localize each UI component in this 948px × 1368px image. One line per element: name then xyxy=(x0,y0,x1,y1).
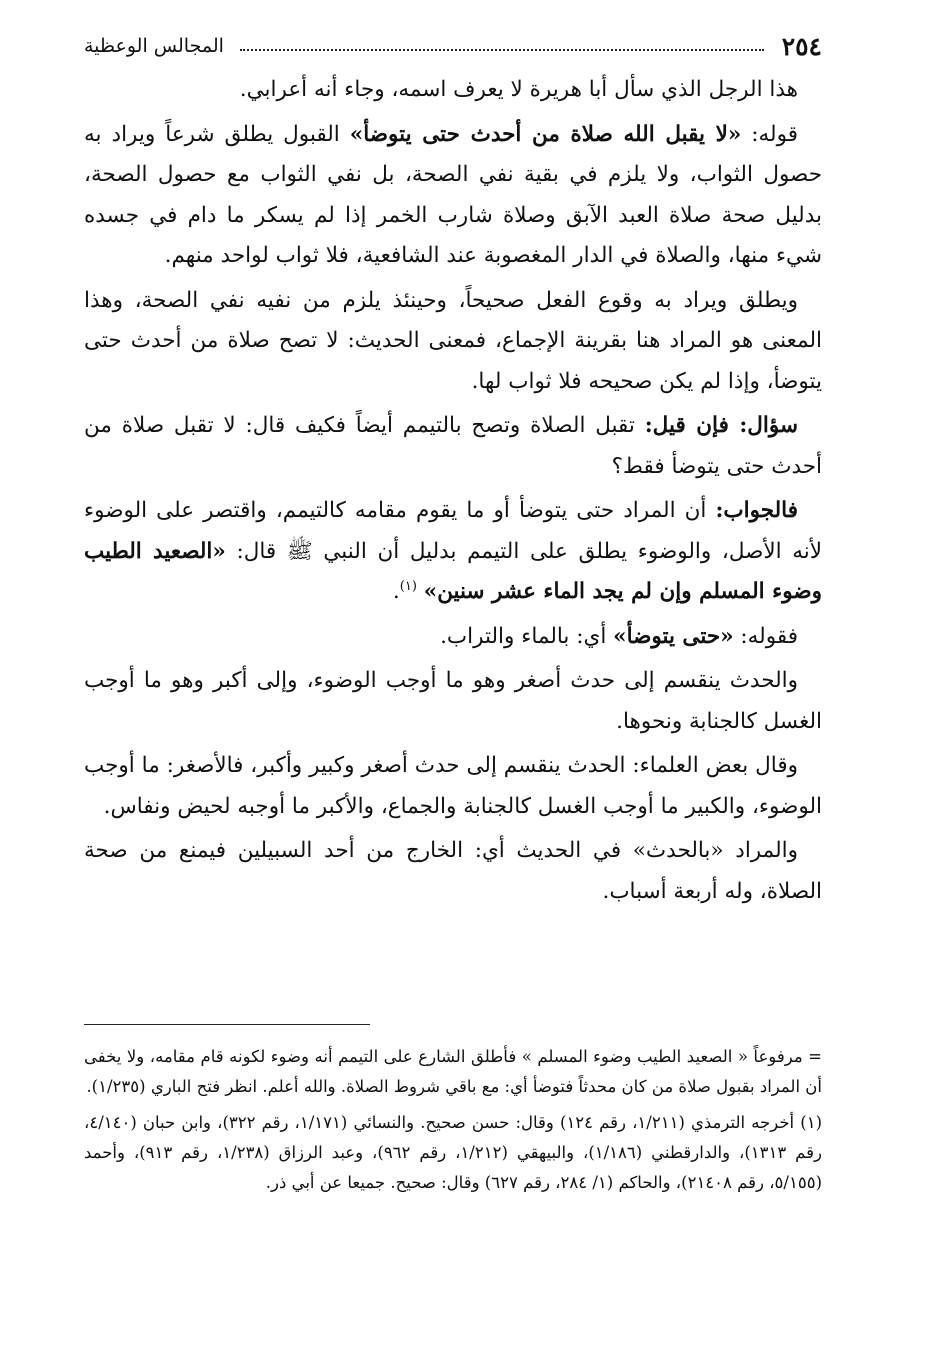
page-number: ٢٥٤ xyxy=(781,31,822,61)
paragraph-text: القبول يطلق شرعاً ويراد به حصول الثواب، ولا يلزم في بقية نفي الصحة، بل نفي الثواب مع حصول الصحة، بدليل صحة صلاة العبد الآبق وصلاة شارب الخمر إذا لم يسكر ما دام في جسده شيء منها، والصلاة في الدار المغصوبة عند الشافعية، فلا ثواب لواحد منهم. xyxy=(84,121,822,268)
paragraph xyxy=(84,491,822,613)
paragraph-text: أي: بالماء والتراب. xyxy=(440,623,614,649)
paragraph-text: تقبل الصلاة وتصح بالتيمم أيضاً فكيف قال: لا تقبل صلاة من أحدث حتى يتوضأ فقط؟ xyxy=(84,413,822,479)
footnote-continuation: = مرفوعاً « الصعيد الطيب وضوء المسلم » فأطلق الشارع على التيمم أنه وضوء لكونه قام مقامه، ولا يخفى أن المراد بقبول صلاة من كان محدثاً فتوضأ أي: مع باقي شروط الصلاة. والله أعلم. انظر فتح الباري (١/٢٣٥). xyxy=(84,1047,822,1096)
paragraph-lead: فقوله: xyxy=(733,623,798,649)
footnote-marker[interactable]: (١) xyxy=(399,578,417,594)
book-page xyxy=(84,28,822,1348)
header-dotted-rule xyxy=(240,49,764,51)
paragraph xyxy=(84,70,822,111)
hadith-quote: «لا يقبل الله صلاة من أحدث حتى يتوضأ» xyxy=(349,121,742,147)
paragraph-lead: قوله: xyxy=(741,121,798,147)
footnotes xyxy=(84,1042,822,1204)
paragraph-end: . xyxy=(392,579,400,604)
paragraph-text: ويطلق ويراد به وقوع الفعل صحيحاً، وحينئذ يلزم من نفيه نفي الصحة، وهذا المعنى هو المراد هنا بقرينة الإجماع، فمعنى الحديث: لا تصح صلاة من أحدث حتى يتوضأ، وإذا لم يكن صحيحه فلا ثواب لها. xyxy=(84,287,822,394)
paragraph-text: والمراد «بالحدث» في الحديث أي: الخارج من أحد السبيلين فيمنع من صحة الصلاة، وله أربعة أسباب. xyxy=(84,838,822,904)
page-header xyxy=(84,28,822,64)
question-label: سؤال: فإن قيل: xyxy=(644,413,798,438)
paragraph-text: هذا الرجل الذي سأل أبا هريرة لا يعرف اسمه، وجاء أنه أعرابي. xyxy=(239,77,798,102)
paragraph xyxy=(84,115,822,277)
hadith-quote: «الصعيد الطيب وضوء المسلم وإن لم يجد الماء عشر سنين» xyxy=(84,538,822,604)
paragraph-text: أن المراد حتى يتوضأ أو ما يقوم مقامه كالتيمم، واقتصر على الوضوء لأنه الأصل، والوضوء يطلق على التيمم بدليل أن النبي ﷺ قال: xyxy=(84,498,822,564)
footnote-separator xyxy=(84,1024,370,1025)
paragraph xyxy=(84,617,822,658)
paragraph xyxy=(84,661,822,742)
hadith-quote: «حتى يتوضأ» xyxy=(613,623,734,649)
running-title: المجالس الوعظية xyxy=(84,35,224,57)
paragraph xyxy=(84,831,822,912)
paragraph xyxy=(84,746,822,827)
paragraph xyxy=(84,406,822,487)
paragraph-text: والحدث ينقسم إلى حدث أصغر وهو ما أوجب الوضوء، وإلى أكبر وهو ما أوجب الغسل كالجنابة ونحوها. xyxy=(84,668,822,734)
paragraph-text: وقال بعض العلماء: الحدث ينقسم إلى حدث أصغر وكبير وأكبر، فالأصغر: ما أوجب الوضوء، والكبير ما أوجب الغسل كالجنابة والجماع، والأكبر ما أوجبه لحيض ونفاس. xyxy=(84,753,822,819)
answer-label: فالجواب: xyxy=(715,498,798,523)
footnote-1: (١) أخرجه الترمذي (١/٢١١، رقم ١٢٤) وقال: حسن صحيح. والنسائي (١/١٧١، رقم ٣٢٢)، وابن حبان (٤/١٤٠، رقم ١٣١٣)، والدارقطني (١/١٨٦)، والبيهقي (١/٢١٢، رقم ٩٦٢)، وعبد الرزاق (١/٢٣٨، رقم ٩١٣)، وأحمد (٥/١٥٥، رقم ٢١٤٠٨)، والحاكم (١/ ٢٨٤، رقم ٦٢٧) وقال: صحيح. جميعا عن أبي ذر. xyxy=(84,1113,823,1192)
paragraph xyxy=(84,281,822,403)
main-text xyxy=(84,70,822,912)
